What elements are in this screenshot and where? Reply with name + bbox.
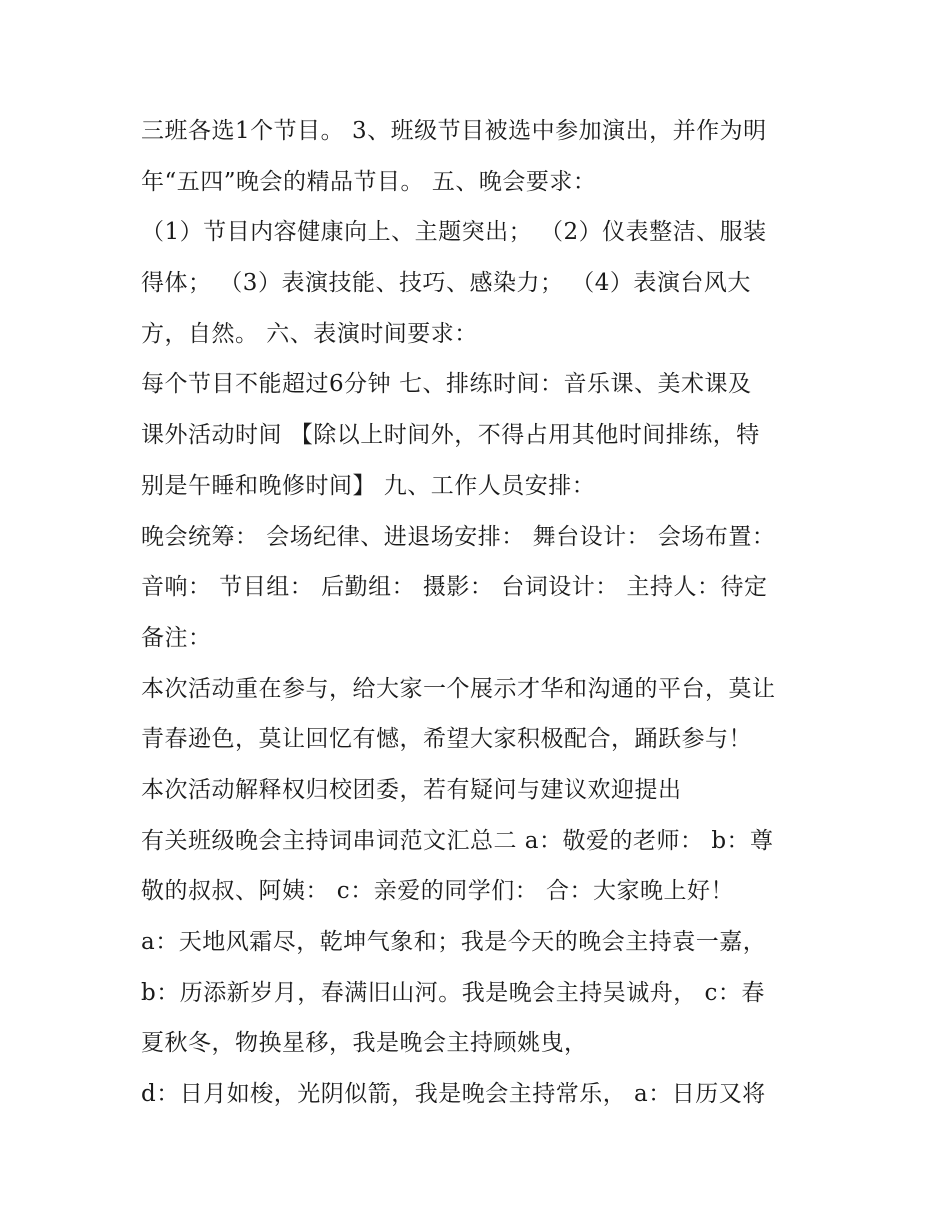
text-line: 本次活动重在参与，给大家一个展示才华和沟通的平台，莫让 xyxy=(141,675,776,702)
text-line: d：日月如梭，光阴似箭，我是晚会主持常乐， a：日历又将 xyxy=(141,1081,766,1108)
text-line: 得体； （3）表演技能、技巧、感染力； （4）表演台风大 xyxy=(141,270,751,297)
text-line: 年“五四”晚会的精品节目。 五、晚会要求： xyxy=(141,168,597,195)
text-line: 三班各选1个节目。 3、班级节目被选中参加演出，并作为明 xyxy=(141,118,767,144)
text-line: a：天地风霜尽，乾坤气象和；我是今天的晚会主持袁一嘉， xyxy=(141,929,767,955)
text-line: 有关班级晚会主持词串词范文汇总二 a：敬爱的老师： b：尊 xyxy=(141,827,774,854)
text-line: （1）节目内容健康向上、主题突出； （2）仪表整洁、服装 xyxy=(141,219,767,246)
text-line: 敬的叔叔、阿姨： c：亲爱的同学们： 合：大家晚上好！ xyxy=(141,878,735,905)
text-line: 青春逊色，莫让回忆有憾，希望大家积极配合，踊跃参与！ xyxy=(141,726,752,753)
text-line: 音响： 节目组： 后勤组： 摄影： 台词设计： 主持人：待定 xyxy=(141,574,768,601)
text-line: 方，自然。 六、表演时间要求： xyxy=(141,320,478,347)
text-line: 课外活动时间 【除以上时间外，不得占用其他时间排练，特 xyxy=(141,422,760,449)
text-line: 本次活动解释权归校团委，若有疑问与建议欢迎提出 xyxy=(141,776,682,803)
text-line: b：历添新岁月，春满旧山河。我是晚会主持吴诚舟， c：春 xyxy=(141,979,765,1006)
text-line: 别是午睡和晚修时间】 九、工作人员安排： xyxy=(141,472,596,499)
document-body xyxy=(141,106,841,1120)
text-line: 每个节目不能超过6分钟 七、排练时间：音乐课、美术课及 xyxy=(141,371,752,398)
text-line: 夏秋冬，物换星移，我是晚会主持顾姚曳， xyxy=(141,1030,588,1057)
text-line: 晚会统筹： 会场纪律、进退场安排： 舞台设计： 会场布置： xyxy=(141,523,776,550)
text-line: 备注： xyxy=(141,624,212,651)
